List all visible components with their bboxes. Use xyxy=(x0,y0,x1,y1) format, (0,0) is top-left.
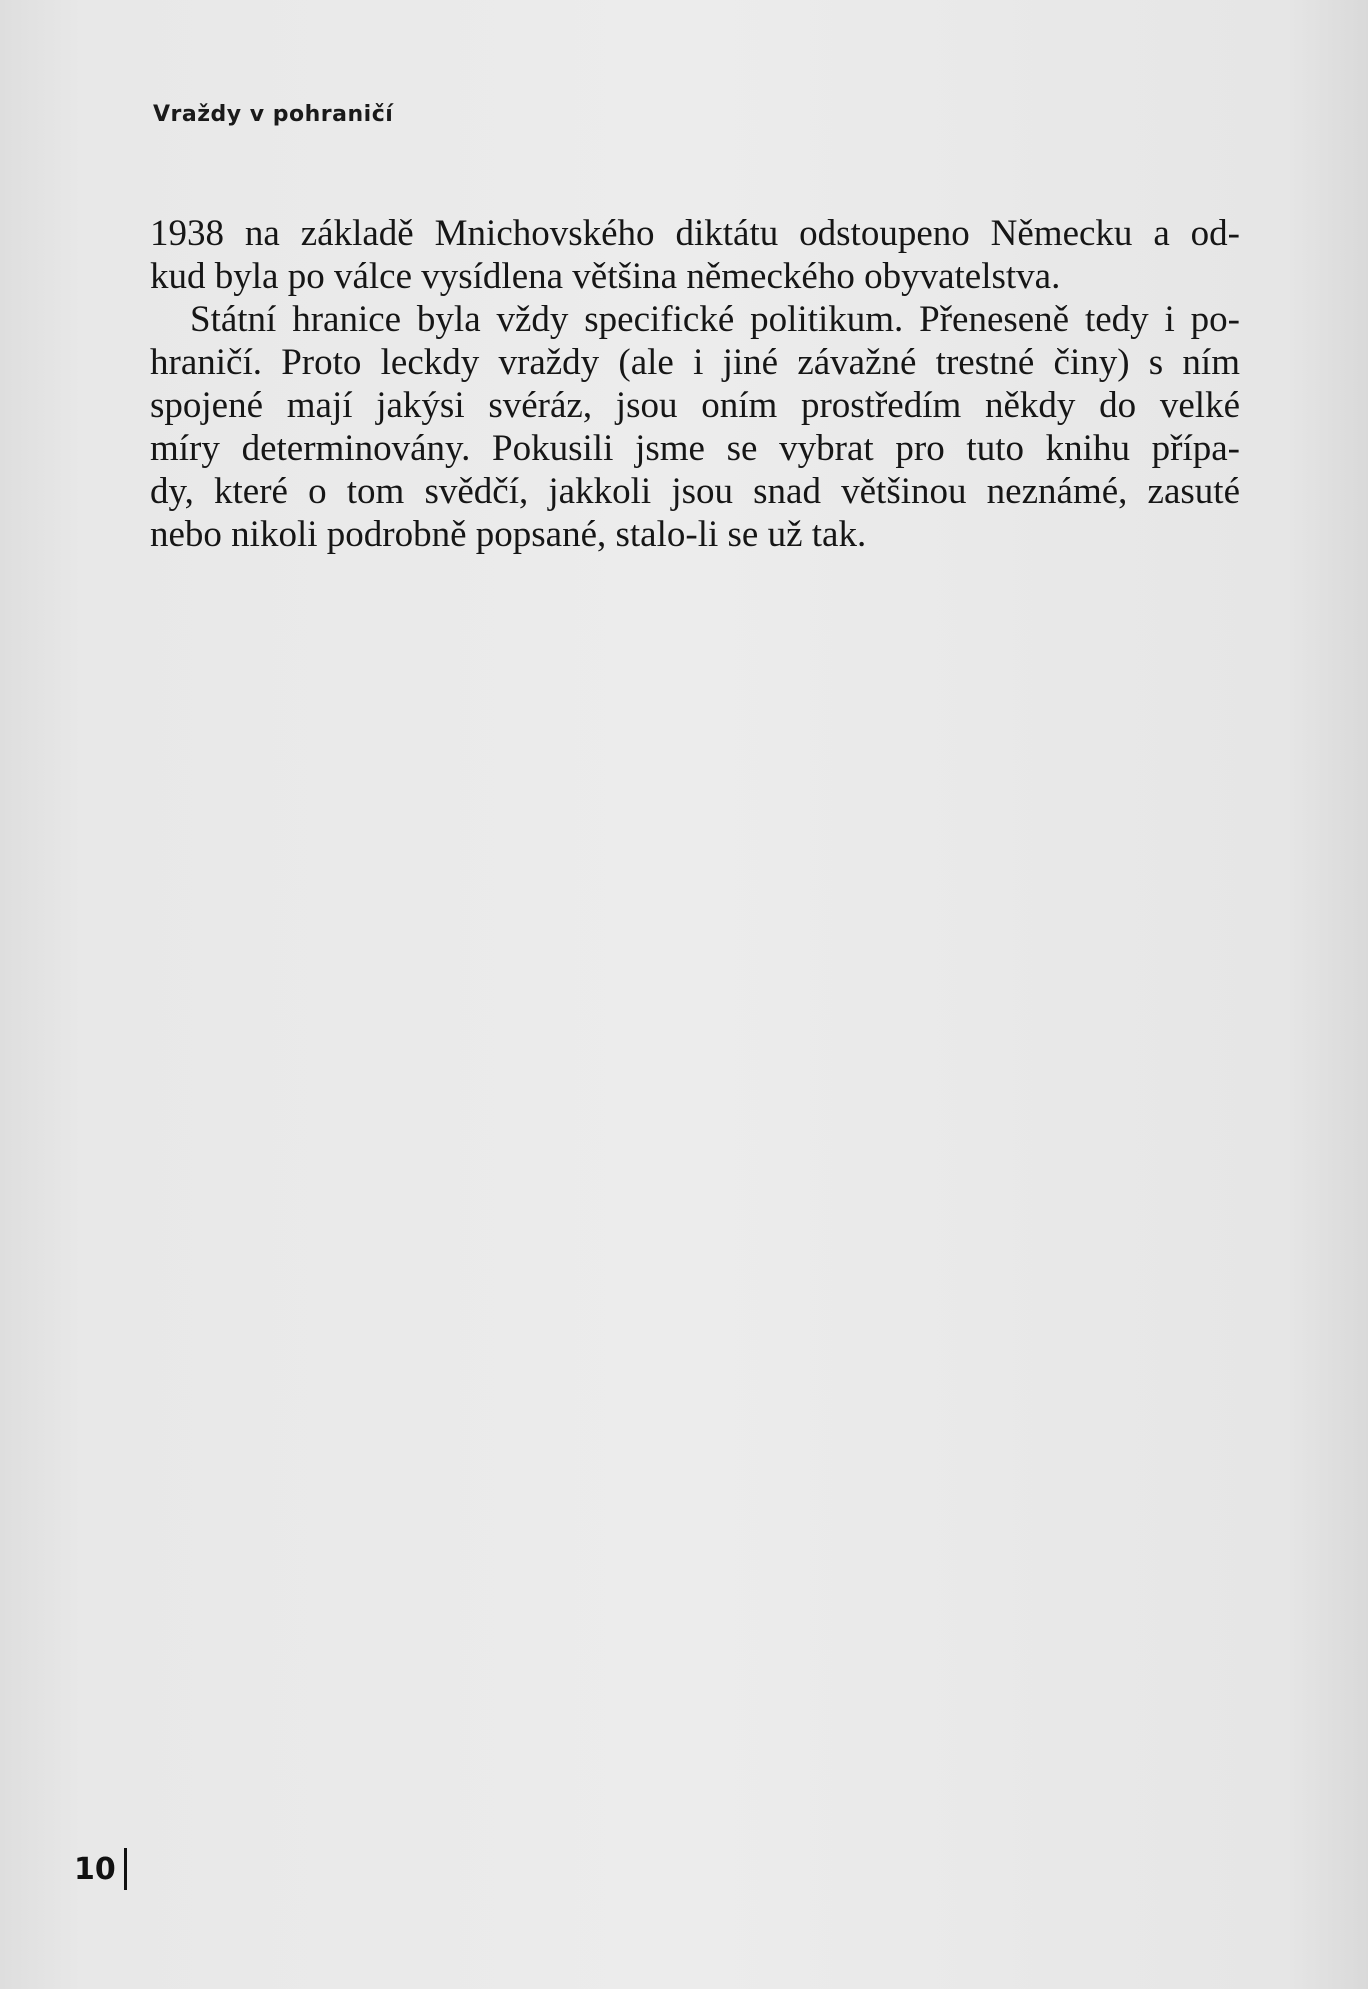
text-line: nebo nikoli podrobně popsané, stalo-li se už tak. xyxy=(150,514,867,555)
text-line: dy, které o tom svědčí, jakkoli jsou snad většinou neznámé, zasuté xyxy=(150,471,1240,512)
text-line: kud byla po válce vysídlena většina německého obyvatelstva. xyxy=(150,256,1061,297)
text-line: spojené mají jakýsi svéráz, jsou oním prostředím někdy do velké xyxy=(150,385,1240,426)
footer-divider xyxy=(124,1848,127,1890)
page-footer xyxy=(74,1844,127,1894)
text-line: Státní hranice byla vždy specifické politikum. Přeneseně tedy i po- xyxy=(190,299,1240,340)
text-line: 1938 na základě Mnichovského diktátu odstoupeno Německu a od- xyxy=(150,213,1240,254)
body-text xyxy=(150,212,1240,556)
running-header: Vraždy v pohraničí xyxy=(153,102,394,127)
text-line: hraničí. Proto leckdy vraždy (ale i jiné závažné trestné činy) s ním xyxy=(150,342,1240,383)
text-line: míry determinovány. Pokusili jsme se vybrat pro tuto knihu přípa- xyxy=(150,428,1240,469)
page-number: 10 xyxy=(74,1851,116,1887)
